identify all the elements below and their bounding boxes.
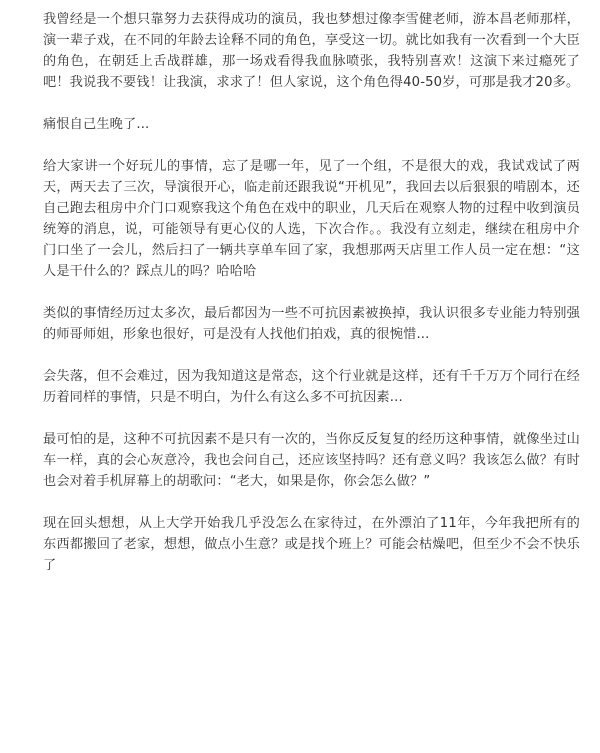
paragraph-conclusion: 现在回头想想，从上大学开始我几乎没怎么在家待过，在外漂泊了11年，今年我把所有的东西都搬回了老家，想想，做点小生意？或是找个班上？可能会枯燥吧，但至少不会不快乐了	[43, 516, 580, 573]
paragraph-audition-story: 给大家讲一个好玩儿的事情，忘了是哪一年，见了一个组，不是很大的戏，我试戏试了两天，两天去了三次，导演很开心，临走前还跟我说“开机见”，我回去以后狠狠的啃剧本，还自己跑去租房中介门口观察我这个角色在戏中的职业，几天后在观察人物的过程中收到演员统筹的消息，说，可能领导有更心仪的人选，下次合作。。我没有立刻走，继续在租房中介门口坐了一会儿，然后扫了一辆共享单车回了家，我想那两天店里工作人员一定在想：“这人是干什么的？踩点儿的吗？哈哈哈	[43, 159, 580, 279]
paragraph-regret: 痛恨自己生晚了...	[43, 117, 150, 132]
paragraph-doubt: 最可怕的是，这种不可抗因素不是只有一次的，当你反反复复的经历这种事情，就像坐过山车一样，真的会心灰意冷，我也会问自己，还应该坚持吗？还有意义吗？我该怎么做？有时也会对着手机屏幕上的胡歌问：“老大，如果是你，你会怎么做？”	[43, 432, 580, 489]
paragraph-disappointment: 会失落，但不会难过，因为我知道这是常态，这个行业就是这样，还有千千万万个同行在经历着同样的事情，只是不明白，为什么有这么多不可抗因素...	[43, 369, 580, 405]
paragraph-intro: 我曾经是一个想只靠努力去获得成功的演员，我也梦想过像李雪健老师，游本昌老师那样，演一辈子戏，在不同的年龄去诠释不同的角色，享受这一切。就比如我有一次看到一个大臣的角色，在朝廷上舌战群雄，那一场戏看得我血脉喷张，我特别喜欢！这演下来过瘾死了吧！我说我不要钱！让我演，求求了！但人家说，这个角色得40-50岁，可那是我才20多。	[43, 12, 580, 90]
paragraph-replaced: 类似的事情经历过太多次，最后都因为一些不可抗因素被换掉，我认识很多专业能力特别强的师哥师姐，形象也很好，可是没有人找他们拍戏，真的很惋惜...	[43, 306, 580, 342]
